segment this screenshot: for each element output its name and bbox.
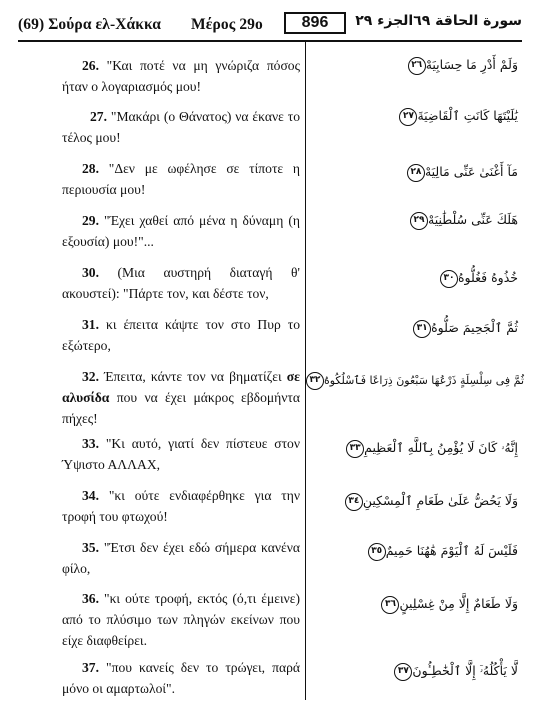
verse-translation-rest: που να έχει μάκρος εβδομήντα πήχες!	[62, 390, 300, 426]
verse-number: 33.	[82, 436, 99, 451]
verse-number: 31.	[82, 317, 99, 332]
verse-end-marker: ٣٠	[440, 270, 458, 288]
verse-number: 27.	[90, 109, 107, 124]
arabic-text: مَآ أَغْنَىٰ عَنِّى مَالِيَهْ	[424, 164, 518, 179]
verse-end-marker: ٣٦	[381, 596, 399, 614]
arabic-text: ثُمَّ ٱلْجَحِيمَ صَلُّوهُ	[431, 320, 518, 335]
verse-end-marker: ٢٩	[410, 212, 428, 230]
header-arabic	[339, 13, 522, 29]
verse-translation-bold: σε αλυσίδα	[62, 369, 300, 405]
verse-arabic	[318, 55, 518, 75]
arabic-text: وَلَا طَعَامٌ إِلَّا مِنْ غِسْلِينٍ	[399, 596, 518, 611]
column-divider	[305, 40, 306, 700]
verse-number: 26.	[82, 58, 99, 73]
arabic-text: خُذُوهُ فَغُلُّوهُ	[458, 270, 518, 285]
verse-text	[62, 433, 300, 475]
verse-translation: "κι ούτε ενδιαφέρθηκε για την τροφή του φτωχού!	[62, 488, 300, 524]
verse-translation: (Μια αυστηρή διαταγή θ' ακουστεί): "Πάρτε τον, και δέστε τον,	[62, 265, 300, 301]
arabic-text: فَلَيْسَ لَهُ ٱلْيَوْمَ هَٰهُنَا حَمِيمٌ	[385, 543, 518, 558]
verse-arabic	[318, 106, 518, 126]
verse-arabic	[318, 162, 518, 182]
verse-number: 28.	[82, 161, 99, 176]
verse-translation: κι έπειτα κάψτε τον στο Πυρ το εξώτερο,	[62, 317, 300, 353]
arabic-text: لَّا يَأْكُلُهُۥٓ إِلَّا ٱلْخَٰطِـُٔونَ	[412, 663, 518, 678]
verse-number: 37.	[82, 660, 99, 675]
verse-arabic	[309, 371, 524, 391]
header-rule	[18, 40, 522, 42]
page-header	[18, 10, 522, 40]
header-part-label: Μέρος 29ο	[191, 16, 263, 33]
verse-end-marker: ٢٧	[399, 108, 417, 126]
verse-arabic	[318, 491, 518, 511]
verse-number: 29.	[82, 213, 99, 228]
verse-text	[62, 106, 300, 148]
arabic-text: ثُمَّ فِى سِلْسِلَةٍ ذَرْعُهَا سَبْعُونَ ذِرَاعًا فَٱسْلُكُوهُ	[323, 374, 524, 387]
verse-arabic	[318, 661, 518, 681]
verse-end-marker: ٣٤	[345, 493, 363, 511]
verse-arabic	[318, 594, 518, 614]
verse-end-marker: ٣٧	[394, 663, 412, 681]
verse-arabic	[318, 268, 518, 288]
verse-end-marker: ٣٥	[368, 543, 386, 561]
verse-translation: "Δεν με ωφέλησε σε τίποτε η περιουσία μου!	[62, 161, 300, 197]
verse-translation: "Και ποτέ να μη γνώριζα πόσος ήταν ο λογαριασμός μου!	[62, 58, 300, 94]
verse-number: 32.	[82, 369, 99, 384]
verse-text	[62, 55, 300, 97]
arabic-text: يَٰلَيْتَهَا كَانَتِ ٱلْقَاضِيَةَ	[417, 108, 518, 123]
header-arabic-juz: الجزء ٢٩	[355, 13, 414, 29]
verse-number: 36.	[82, 591, 99, 606]
verse-text	[62, 262, 300, 304]
verse-translation: "Κι αυτό, γιατί δεν πίστευε στον Ύψιστο ΑΛΛΑΧ,	[62, 436, 300, 472]
verse-text	[62, 485, 300, 527]
page-number: 896	[284, 12, 346, 34]
header-surah-title: (69) Σούρα ελ-Χάκκα	[18, 16, 162, 33]
verse-translation: Έπειτα, κάντε τον να βηματίζει	[104, 369, 282, 384]
verse-text	[62, 657, 300, 699]
verse-arabic	[318, 210, 518, 230]
verse-translation: "που κανείς δεν το τρώγει, παρά μόνο οι αμαρτωλοί".	[62, 660, 300, 696]
verse-number: 34.	[82, 488, 99, 503]
verse-text	[62, 537, 300, 579]
arabic-text: وَلَمْ أَدْرِ مَا حِسَابِيَهْ	[425, 57, 518, 72]
verse-number: 30.	[82, 265, 99, 280]
verse-end-marker: ٢٨	[407, 164, 425, 182]
verse-translation: "Μακάρι (ο Θάνατος) να έκανε το τέλος μου!	[62, 109, 300, 145]
verse-text	[62, 210, 300, 252]
verse-text	[62, 588, 300, 651]
verse-number: 35.	[82, 540, 99, 555]
verse-arabic	[318, 438, 518, 458]
verse-end-marker: ٣١	[413, 320, 431, 338]
arabic-text: هَلَكَ عَنِّى سُلْطَٰنِيَهْ	[428, 212, 518, 227]
verse-text	[62, 366, 300, 429]
header-arabic-surah: سورة الحاقة ٦٩	[413, 13, 522, 29]
verse-text	[62, 158, 300, 200]
verse-arabic	[318, 318, 518, 338]
verse-arabic	[318, 541, 518, 561]
verse-translation: "κι ούτε τροφή, εκτός (ό,τι έμεινε) από το πλύσιμο των πληγών εκείνων που είχε διαφθείρει.	[62, 591, 300, 648]
arabic-text: إِنَّهُۥ كَانَ لَا يُؤْمِنُ بِٱللَّهِ ٱلْعَظِيمِ	[364, 440, 518, 455]
verse-text	[62, 314, 300, 356]
verse-end-marker: ٢٦	[408, 57, 426, 75]
arabic-text: وَلَا يَحُضُّ عَلَىٰ طَعَامِ ٱلْمِسْكِينِ	[362, 493, 518, 508]
verse-end-marker: ٣٢	[306, 372, 324, 390]
verse-translation: "Έχει χαθεί από μένα η δύναμη (η εξουσία) μου!"...	[62, 213, 300, 249]
verse-translation: "Έτσι δεν έχει εδώ σήμερα κανένα φίλο,	[62, 540, 300, 576]
verse-end-marker: ٣٣	[346, 440, 364, 458]
